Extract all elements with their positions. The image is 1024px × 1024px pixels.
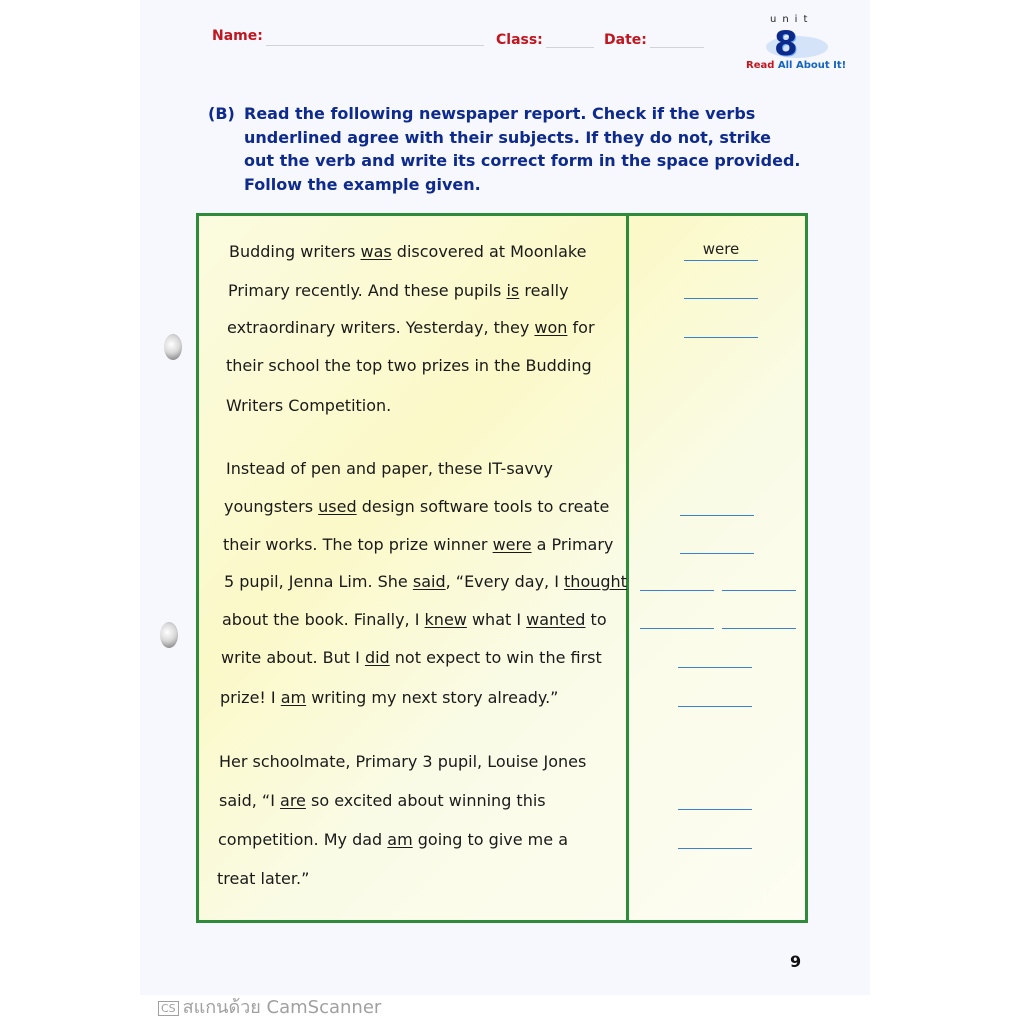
passage-text: youngsters [224,497,319,516]
passage-text: for [567,318,595,337]
passage-text: Budding writers [229,242,361,261]
passage-text: , “Every day, I [445,572,565,591]
unit-word: unit [770,14,814,25]
passage-line [221,648,602,667]
name-line [266,45,484,46]
answer-blank-10[interactable] [678,667,752,668]
answer-blank-7[interactable] [722,590,796,591]
passage-text: write about. But I [221,648,365,667]
passage-line [223,535,613,554]
passage-text: prize! I [220,688,281,707]
answer-blank-12[interactable] [678,809,752,810]
answer-blank-11[interactable] [678,706,752,707]
passage-text: their school the top two prizes in the Budding [226,356,592,375]
passage-text: really [519,281,569,300]
passage-text: competition. My dad [218,830,388,849]
answer-blank-9[interactable] [722,628,796,629]
passage-text: so excited about winning this [305,791,546,810]
passage-line [226,396,391,415]
answer-blank-2[interactable] [684,298,758,299]
passage-text: 5 pupil, Jenna Lim. She [224,572,413,591]
passage-text: Primary recently. And these pupils [228,281,507,300]
answer-blank-13[interactable] [678,848,752,849]
passage-text: writing my next story already.” [306,688,559,707]
passage-text: to [585,610,607,629]
answer-blank-8[interactable] [640,628,714,629]
passage-line [218,830,568,849]
answer-blank-3[interactable] [684,337,758,338]
passage-line [224,497,609,516]
answer-blank-1[interactable] [684,260,758,261]
passage-line [219,752,586,771]
unit-title [746,60,846,71]
underlined-verb: was [360,242,392,261]
underlined-verb: used [318,497,357,516]
binder-hole-bottom [160,622,178,648]
passage-line [219,791,546,810]
passage-text: their works. The top prize winner [223,535,493,554]
passage-text: not expect to win the first [389,648,602,667]
page-number: 9 [790,952,802,971]
answer-blank-6[interactable] [640,590,714,591]
underlined-verb: were [492,535,532,554]
passage-text: extraordinary writers. Yesterday, they [227,318,535,337]
passage-text: design software tools to create [356,497,610,516]
date-label: Date: [604,32,647,48]
underlined-verb: are [280,791,306,810]
passage-text: Writers Competition. [226,396,392,415]
passage-text: a Primary [531,535,614,554]
underlined-verb: am [387,830,413,849]
underlined-verb: knew [424,610,467,629]
name-label: Name: [212,28,263,44]
passage-line [217,869,309,888]
underlined-verb: did [364,648,390,667]
passage-line [226,356,592,375]
passage-line [220,688,558,707]
camscanner-text: สแกนด้วย CamScanner [182,997,382,1018]
passage-text: discovered at Moonlake [391,242,587,261]
passage-line [224,572,627,591]
camscanner-badge: CS [158,1001,179,1016]
passage-line [222,610,607,629]
date-line [650,47,704,48]
example-answer: were [702,240,740,258]
underlined-verb: am [280,688,307,707]
passage-line [227,318,595,337]
passage-line [228,281,569,300]
unit-number: 8 [774,24,798,64]
passage-text: said, “I [219,791,281,810]
passage-text: about the book. Finally, I [222,610,425,629]
instruction-text: Read the following newspaper report. Check if the verbs underlined agree with their subjects. If they do not, strike out the verb and write its correct form in the space provided. Follow the example given. [244,104,801,194]
underlined-verb: wanted [526,610,586,629]
binder-hole-top [164,334,182,360]
underlined-verb: said [412,572,446,591]
unit-badge [740,14,850,76]
underlined-verb: won [534,318,568,337]
answer-column-divider [626,213,629,923]
class-label: Class: [496,32,543,48]
passage-line [229,242,586,261]
passage-text: Instead of pen and paper, these IT-savvy [226,459,553,478]
camscanner-watermark [158,992,381,1021]
answer-blank-4[interactable] [680,515,754,516]
passage-text: going to give me a [412,830,568,849]
unit-title-part1: Read [746,60,778,71]
unit-title-part2: All About It! [777,60,847,71]
underlined-verb: is [506,281,520,300]
passage-text: Her schoolmate, Primary 3 pupil, Louise Jones [219,752,587,771]
passage-text: treat later.” [217,869,310,888]
underlined-verb: thought [564,572,627,591]
answer-blank-5[interactable] [680,553,754,554]
passage-text: what I [466,610,527,629]
class-line [546,47,594,48]
passage-line [226,459,553,478]
instruction-label: (B) [208,104,235,123]
